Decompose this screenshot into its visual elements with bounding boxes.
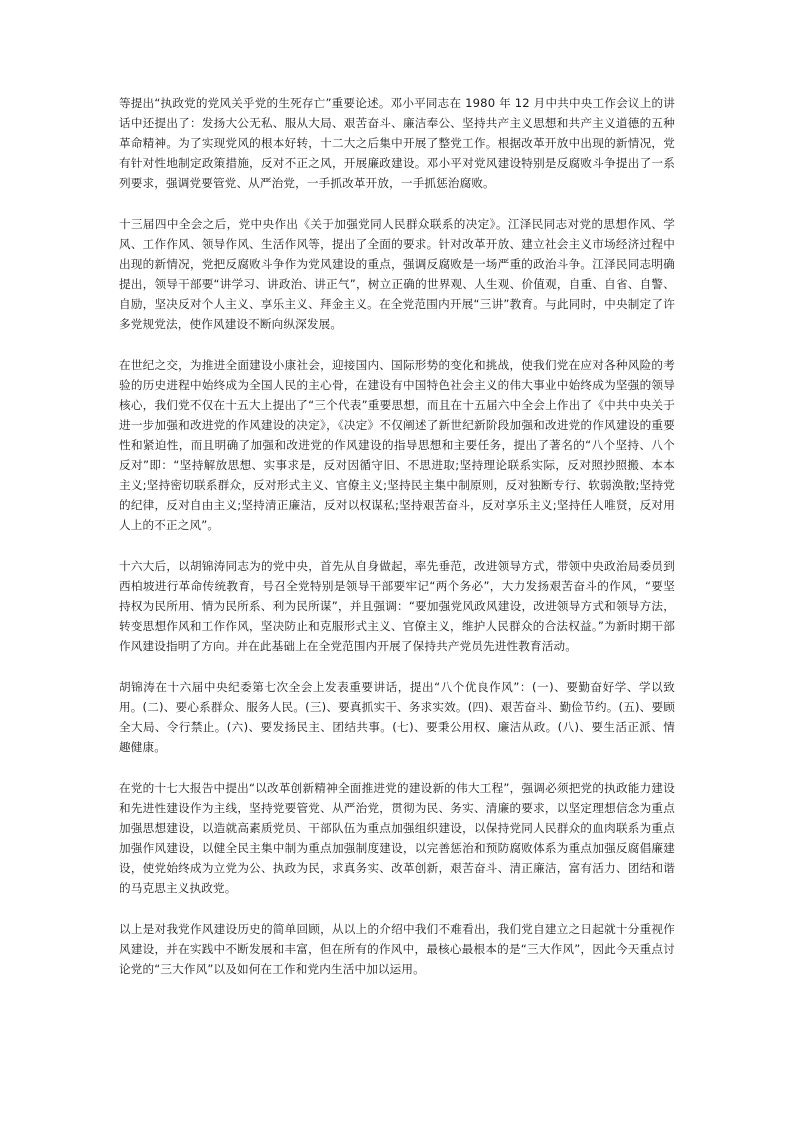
paragraph-1: 等提出“执政党的党风关乎党的生死存亡”重要论述。邓小平同志在 1980 年 12 月中共中央工作会议上的讲话中还提出了：发扬大公无私、服从大局、艰苦奋斗、廉洁奉公、坚持共产主义思想和共产主义道德的五种革命精神。为了实现党风的根本好转，十二大之后集中开展了整党工作。根据改革开放中出现的新情况，党有针对性地制定政策措施，反对不正之风，开展廉政建设。邓小平对党风建设特别是反腐败斗争提出了一系列要求，强调党要管党、从严治党，一手抓改革开放，一手抓惩治腐败。 [119,96,675,190]
paragraph-5: 胡锦涛在十六届中央纪委第七次全会上发表重要讲话，提出“八个优良作风”：(一)、要勤奋好学、学以致用。(二)、要心系群众、服务人民。(三)、要真抓实干、务求实效。(四)、艰苦奋斗、勤俭节约。(五)、要顾全大局、令行禁止。(六)、要发扬民主、团结共事。(七)、要秉公用权、廉洁从政。(八)、要生活正派、情趣健康。 [119,680,675,754]
paragraph-6: 在党的十七大报告中提出“以改革创新精神全面推进党的建设新的伟大工程”，强调必须把党的执政能力建设和先进性建设作为主线，坚持党要管党、从严治党，贯彻为民、务实、清廉的要求，以坚定理想信念为重点加强思想建设，以造就高素质党员、干部队伍为重点加强组织建设，以保持党同人民群众的血肉联系为重点加强作风建设，以健全民主集中制为重点加强制度建设，以完善惩治和预防腐败体系为重点加强反腐倡廉建设，使党始终成为立党为公、执政为民，求真务实、改革创新，艰苦奋斗、清正廉洁，富有活力、团结和谐的马克思主义执政党。 [119,781,675,895]
paragraph-2: 十三届四中全会之后，党中央作出《关于加强党同人民群众联系的决定》。江泽民同志对党的思想作风、学风、工作作风、领导作风、生活作风等，提出了全面的要求。针对改革开放、建立社会主义市场经济过程中出现的新情况，党把反腐败斗争作为党风建设的重点，强调反腐败是一场严重的政治斗争。江泽民同志明确提出，领导干部要“讲学习、讲政治、讲正气”，树立正确的世界观、人生观、价值观，自重、自省、自警、自励，坚决反对个人主义、享乐主义、拜金主义。在全党范围内开展“三讲”教育。与此同时，中央制定了许多党规党法，使作风建设不断向纵深发展。 [119,217,675,331]
document-body [119,93,675,979]
paragraph-3: 在世纪之交，为推进全面建设小康社会，迎接国内、国际形势的变化和挑战，使我们党在应对各种风险的考验的历史进程中始终成为全国人民的主心骨，在建设有中国特色社会主义的伟大事业中始终成为坚强的领导核心，我们党不仅在十五大上提出了“三个代表”重要思想，而且在十五届六中全会上作出了《中共中央关于进一步加强和改进党的作风建设的决定》，《决定》不仅阐述了新世纪新阶段加强和改进党的作风建设的重要性和紧迫性，而且明确了加强和改进党的作风建设的指导思想和主要任务，提出了著名的“八个坚持、八个反对”即：“坚持解放思想、实事求是，反对因循守旧、不思进取;坚持理论联系实际，反对照抄照搬、本本主义;坚持密切联系群众，反对形式主义、官僚主义;坚持民主集中制原则，反对独断专行、软弱涣散;坚持党的纪律，反对自由主义;坚持清正廉洁，反对以权谋私;坚持艰苦奋斗，反对享乐主义;坚持任人唯贤，反对用人上的不正之风”。 [119,358,675,532]
paragraph-4: 十六大后，以胡锦涛同志为的党中央，首先从自身做起，率先垂范，改进领导方式，带领中央政治局委员到西柏坡进行革命传统教育，号召全党特别是领导干部要牢记“两个务必”，大力发扬艰苦奋斗的作风，“要坚持权为民所用、情为民所系、利为民所谋”，并且强调：“要加强党风政风建设，改进领导方式和领导方法，转变思想作风和工作作风，坚决防止和克服形式主义、官僚主义，维护人民群众的合法权益。”为新时期干部作风建设指明了方向。并在此基础上在全党范围内开展了保持共产党员先进性教育活动。 [119,559,675,653]
paragraph-7: 以上是对我党作风建设历史的简单回顾，从以上的介绍中我们不难看出，我们党自建立之日起就十分重视作风建设，并在实践中不断发展和丰富，但在所有的作风中，最核心最根本的是“三大作风”，因此今天重点讨论党的“三大作风”以及如何在工作和党内生活中加以运用。 [119,922,675,976]
